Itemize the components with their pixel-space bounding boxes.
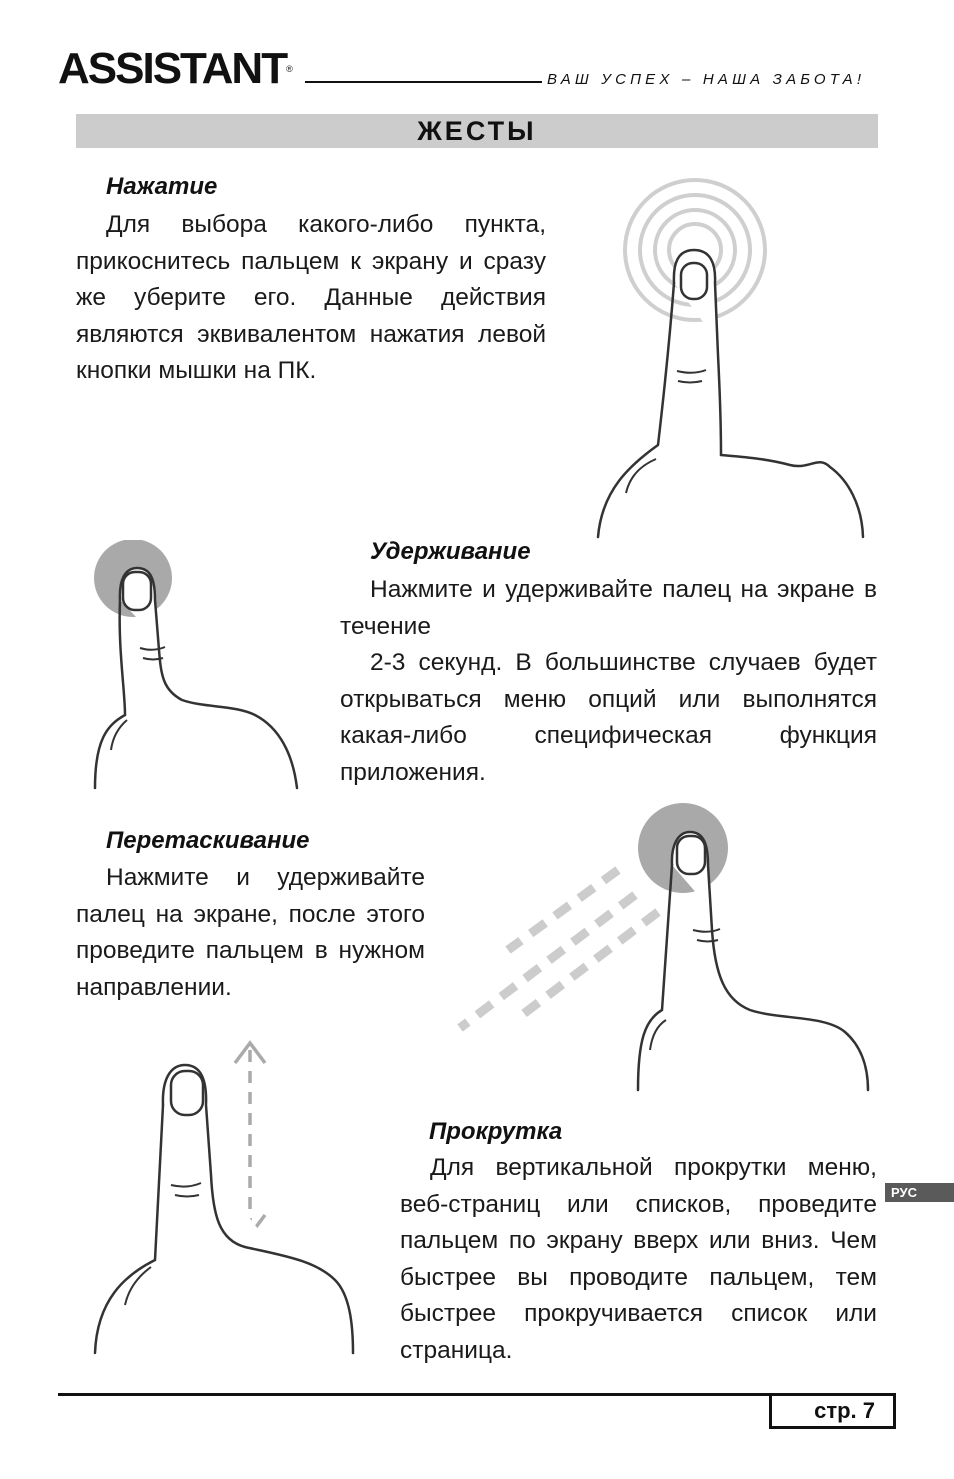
scroll-text [400,1150,877,1369]
page-number: стр. 7 [769,1396,896,1429]
finger-hold-icon [85,540,315,795]
drag-heading: Перетаскивание [106,827,310,854]
hold-text [340,572,877,791]
finger-tap-icon [590,175,875,540]
header-rule [305,81,542,83]
hold-heading: Удерживание [370,538,531,565]
tap-text [76,207,546,390]
scroll-heading: Прокрутка [429,1118,563,1145]
finger-scroll-icon [85,1035,365,1355]
scroll-paragraph: Для вертикальной прокрутки меню, веб-страниц или списков, проведите пальцем по экрану вверх или вниз. Чем быстрее вы проводите пальцем, тем быстрее прокручивается список или страница. [400,1154,877,1364]
language-tab: РУС [885,1183,954,1202]
hold-paragraph: Нажмите и удерживайте палец на экране в течение [340,576,877,640]
logo-text: ASSISTANT [58,44,287,93]
brand-logo [58,44,293,94]
slogan: ВАШ УСПЕХ – НАША ЗАБОТА! [547,71,866,88]
drag-text [76,860,425,1006]
hold-paragraph: 2-3 секунд. В большинстве случаев будет открываться меню опций или выполнятся какая-либо специфическая функция приложения. [340,649,877,786]
drag-paragraph: Нажмите и удерживайте палец на экране, после этого проведите пальцем в нужном направлении. [76,864,425,1001]
registered-mark: ® [286,64,293,74]
tap-heading: Нажатие [106,173,218,200]
finger-drag-icon [450,800,875,1095]
tap-paragraph: Для выбора какого-либо пункта, прикоснитесь пальцем к экрану и сразу же уберите его. Данные действия являются эквивалентом нажатия левой кнопки мышки на ПК. [76,211,546,384]
page-title: ЖЕСТЫ [76,114,878,148]
